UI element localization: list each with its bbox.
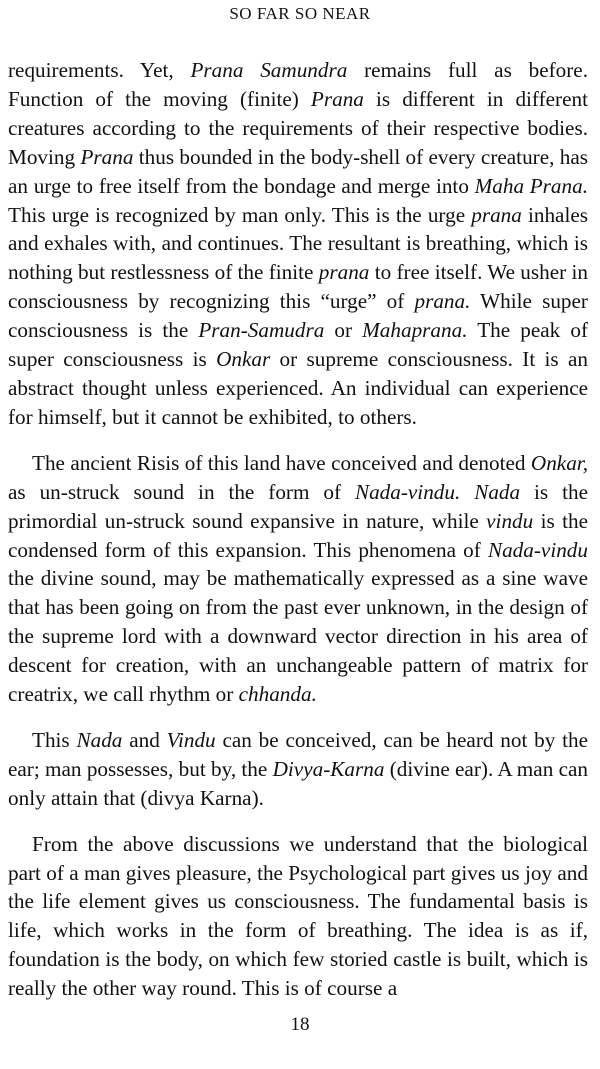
text-run: can be conceived, can be heard not by the ear; man possesses, but by, the — [8, 727, 589, 781]
italic-run: vindu — [486, 508, 534, 533]
text-run: the divine sound, may be mathematically expressed as a sine wave that has been going on from the past ever unknown, in the design of the supreme lord with a downward vector direction in his area of descent for creation, with an unchangeable pattern of matrix for creatrix, we call rhythm or — [8, 566, 588, 707]
text-run: requirements. Yet, — [8, 58, 191, 82]
italic-run: Maha Prana. — [474, 173, 588, 198]
italic-run: Vindu — [166, 727, 216, 752]
text-run: The ancient Risis of this land have conceived and denoted — [32, 450, 531, 475]
page-number: 18 — [290, 1014, 310, 1035]
italic-run: Nada-vindu. — [354, 479, 461, 504]
italic-run: prana. — [414, 289, 471, 314]
paragraph — [8, 830, 588, 1003]
text-run: is the primordial un-struck sound expansive in nature, while — [8, 479, 588, 533]
italic-run: Mahaprana. — [362, 318, 468, 343]
italic-run: Onkar, — [530, 450, 588, 475]
text-run: to free itself. We usher in consciousness by recognizing this “urge” of — [8, 260, 588, 314]
italic-run: Nada — [474, 479, 521, 504]
italic-run: Nada — [76, 727, 123, 752]
italic-run: Prana Samundra — [190, 58, 348, 82]
text-run: This — [32, 727, 77, 752]
text-run: or — [324, 318, 363, 343]
text-run — [460, 480, 474, 504]
italic-run: Nada-vindu — [487, 537, 588, 562]
text-run: inhales and exhales with, and continues. The resultant is breathing, which is nothing but restlessness of the finite — [8, 202, 589, 285]
text-run: remains full as before. Function of the moving (finite) — [8, 58, 589, 111]
paragraph — [8, 56, 588, 432]
italic-run: prana — [471, 202, 522, 227]
text-run: and — [122, 727, 167, 752]
text-run: The peak of super consciousness is — [8, 318, 588, 372]
italic-run: Pran-Samudra — [198, 318, 325, 343]
text-run: (divine ear). A man can only attain that (divya Karna). — [8, 756, 588, 810]
text-run: From the above discussions we understand that the biological part of a man gives pleasure, the Psychological part gives us joy and the life element gives us consciousness. The fundamental basis is life, which works in the form of breathing. The idea is as if, foundation is the body, on which few storied castle is built, which is really the other way round. This is of course a — [8, 831, 588, 1001]
paragraph — [8, 449, 588, 709]
text-run: thus bounded in the body-shell of every creature, has an urge to free itself from the bondage and merge into — [8, 144, 589, 198]
italic-run: Prana — [310, 86, 364, 111]
text-run: is the condensed form of this expansion. This phenomena of — [8, 508, 588, 562]
text-run: is different in different creatures according to the requirements of their respective bodies. Moving — [8, 86, 588, 169]
text-run: as un-struck sound in the form of — [8, 479, 355, 504]
paragraph — [8, 726, 588, 813]
running-title: SO FAR SO NEAR — [229, 4, 371, 23]
text-run: or supreme consciousness. It is an abstract thought unless experienced. An individual can experience for himself, but it cannot be exhibited, to others. — [8, 347, 589, 429]
italic-run: chhanda. — [238, 682, 317, 707]
text-run: While super consciousness is the — [8, 289, 588, 343]
italic-run: Divya-Karna — [272, 756, 385, 781]
italic-run: prana — [318, 260, 370, 285]
body-text — [8, 56, 588, 1020]
text-run: This urge is recognized by man only. This is the urge — [8, 202, 472, 227]
italic-run: Prana — [80, 144, 134, 169]
italic-run: Onkar — [216, 347, 271, 372]
